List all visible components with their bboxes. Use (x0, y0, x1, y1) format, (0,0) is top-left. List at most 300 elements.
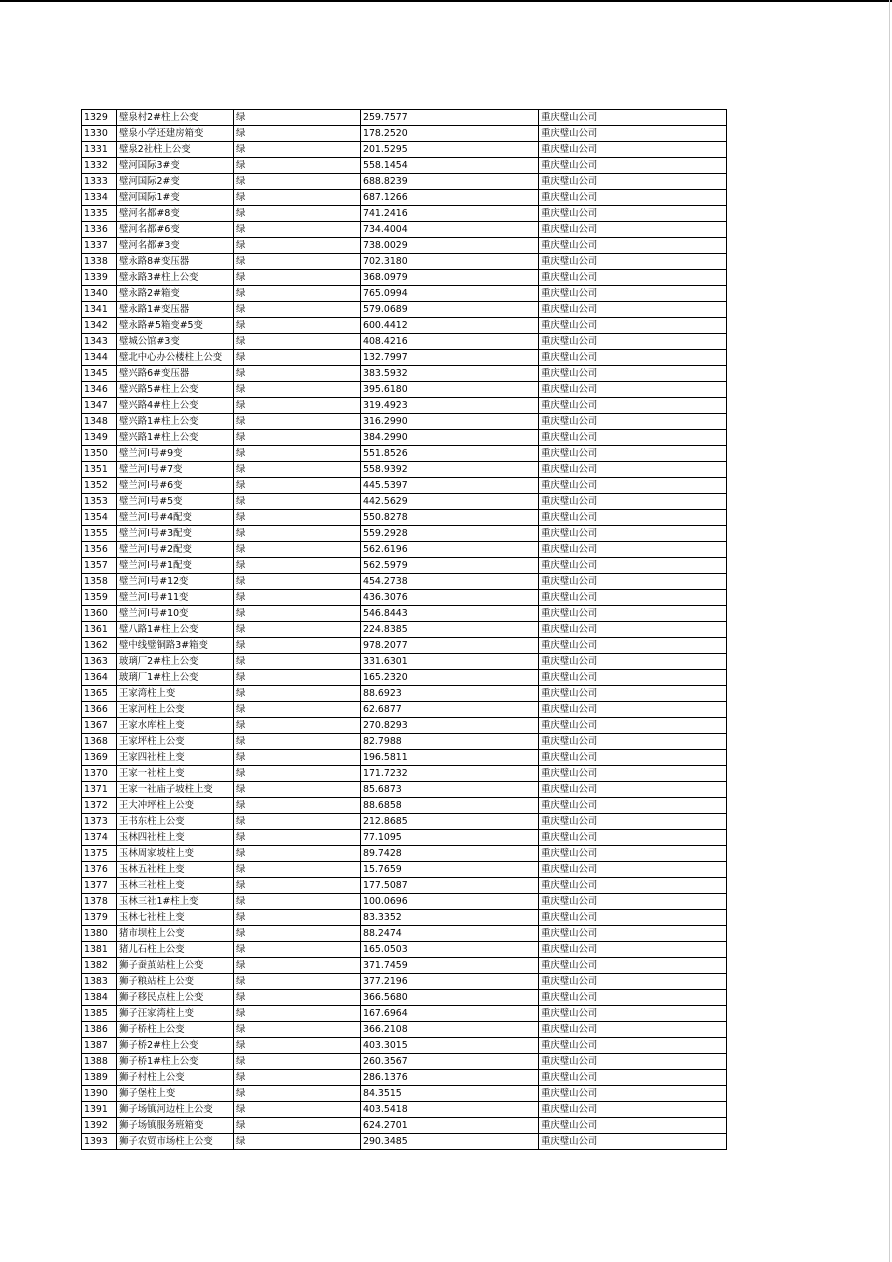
company-cell: 重庆璧山公司 (539, 846, 727, 862)
value-cell: 85.6873 (361, 782, 539, 798)
category-cell: 绿 (234, 1006, 361, 1022)
table-row (82, 334, 727, 350)
table-row (82, 110, 727, 126)
transformer-name-cell: 璧兰河I号#7变 (117, 462, 234, 478)
value-cell: 366.5680 (361, 990, 539, 1006)
transformer-name-cell: 狮子村柱上公变 (117, 1070, 234, 1086)
transformer-name-cell: 璧兴路4#柱上公变 (117, 398, 234, 414)
category-cell: 绿 (234, 862, 361, 878)
company-cell: 重庆璧山公司 (539, 718, 727, 734)
company-cell: 重庆璧山公司 (539, 878, 727, 894)
company-cell: 重庆璧山公司 (539, 526, 727, 542)
value-cell: 384.2990 (361, 430, 539, 446)
category-cell: 绿 (234, 510, 361, 526)
row-number-cell: 1372 (82, 798, 117, 814)
row-number-cell: 1350 (82, 446, 117, 462)
value-cell: 403.3015 (361, 1038, 539, 1054)
category-cell: 绿 (234, 110, 361, 126)
row-number-cell: 1375 (82, 846, 117, 862)
table-row (82, 798, 727, 814)
value-cell: 558.1454 (361, 158, 539, 174)
value-cell: 395.6180 (361, 382, 539, 398)
value-cell: 454.2738 (361, 574, 539, 590)
company-cell: 重庆璧山公司 (539, 638, 727, 654)
row-number-cell: 1347 (82, 398, 117, 414)
company-cell: 重庆璧山公司 (539, 942, 727, 958)
table-row (82, 814, 727, 830)
category-cell: 绿 (234, 222, 361, 238)
row-number-cell: 1344 (82, 350, 117, 366)
transformer-name-cell: 璧兰河I号#5变 (117, 494, 234, 510)
table-row (82, 526, 727, 542)
table-row (82, 414, 727, 430)
row-number-cell: 1380 (82, 926, 117, 942)
row-number-cell: 1341 (82, 302, 117, 318)
category-cell: 绿 (234, 590, 361, 606)
company-cell: 重庆璧山公司 (539, 702, 727, 718)
value-cell: 741.2416 (361, 206, 539, 222)
category-cell: 绿 (234, 1134, 361, 1150)
category-cell: 绿 (234, 462, 361, 478)
value-cell: 212.8685 (361, 814, 539, 830)
company-cell: 重庆璧山公司 (539, 990, 727, 1006)
value-cell: 331.6301 (361, 654, 539, 670)
company-cell: 重庆璧山公司 (539, 1086, 727, 1102)
table-row (82, 366, 727, 382)
transformer-name-cell: 璧兰河I号#6变 (117, 478, 234, 494)
row-number-cell: 1363 (82, 654, 117, 670)
category-cell: 绿 (234, 638, 361, 654)
transformer-name-cell: 猪儿石柱上公变 (117, 942, 234, 958)
table-row (82, 1006, 727, 1022)
transformer-name-cell: 狮子场镇服务班箱变 (117, 1118, 234, 1134)
value-cell: 558.9392 (361, 462, 539, 478)
row-number-cell: 1329 (82, 110, 117, 126)
transformer-name-cell: 玉林四社柱上变 (117, 830, 234, 846)
value-cell: 84.3515 (361, 1086, 539, 1102)
transformer-name-cell: 狮子场镇河边柱上公变 (117, 1102, 234, 1118)
table-row (82, 190, 727, 206)
transformer-name-cell: 狮子桥2#柱上公变 (117, 1038, 234, 1054)
transformer-name-cell: 璧永路3#柱上公变 (117, 270, 234, 286)
value-cell: 408.4216 (361, 334, 539, 350)
company-cell: 重庆璧山公司 (539, 1022, 727, 1038)
transformer-name-cell: 狮子移民点柱上公变 (117, 990, 234, 1006)
company-cell: 重庆璧山公司 (539, 318, 727, 334)
category-cell: 绿 (234, 366, 361, 382)
row-number-cell: 1390 (82, 1086, 117, 1102)
row-number-cell: 1370 (82, 766, 117, 782)
value-cell: 377.2196 (361, 974, 539, 990)
transformer-name-cell: 狮子粮站柱上公变 (117, 974, 234, 990)
transformer-name-cell: 璧兰河I号#11变 (117, 590, 234, 606)
row-number-cell: 1369 (82, 750, 117, 766)
category-cell: 绿 (234, 542, 361, 558)
transformer-name-cell: 璧兰河I号#1配变 (117, 558, 234, 574)
transformer-name-cell: 王家水库柱上变 (117, 718, 234, 734)
company-cell: 重庆璧山公司 (539, 1102, 727, 1118)
table-row (82, 318, 727, 334)
category-cell: 绿 (234, 942, 361, 958)
transformer-name-cell: 玻璃厂2#柱上公变 (117, 654, 234, 670)
row-number-cell: 1358 (82, 574, 117, 590)
value-cell: 196.5811 (361, 750, 539, 766)
category-cell: 绿 (234, 414, 361, 430)
value-cell: 316.2990 (361, 414, 539, 430)
transformer-name-cell: 璧兴路5#柱上公变 (117, 382, 234, 398)
row-number-cell: 1349 (82, 430, 117, 446)
row-number-cell: 1334 (82, 190, 117, 206)
category-cell: 绿 (234, 878, 361, 894)
table-row (82, 222, 727, 238)
transformer-name-cell: 狮子桥1#柱上公变 (117, 1054, 234, 1070)
value-cell: 371.7459 (361, 958, 539, 974)
table-row (82, 1022, 727, 1038)
category-cell: 绿 (234, 910, 361, 926)
row-number-cell: 1343 (82, 334, 117, 350)
category-cell: 绿 (234, 494, 361, 510)
row-number-cell: 1357 (82, 558, 117, 574)
value-cell: 77.1095 (361, 830, 539, 846)
company-cell: 重庆璧山公司 (539, 254, 727, 270)
category-cell: 绿 (234, 382, 361, 398)
value-cell: 383.5932 (361, 366, 539, 382)
row-number-cell: 1360 (82, 606, 117, 622)
transformer-name-cell: 狮子堡柱上变 (117, 1086, 234, 1102)
category-cell: 绿 (234, 574, 361, 590)
transformer-name-cell: 璧河名都#3变 (117, 238, 234, 254)
value-cell: 366.2108 (361, 1022, 539, 1038)
transformer-name-cell: 王书东柱上公变 (117, 814, 234, 830)
table-row (82, 510, 727, 526)
transformer-name-cell: 玻璃厂1#柱上公变 (117, 670, 234, 686)
value-cell: 702.3180 (361, 254, 539, 270)
company-cell: 重庆璧山公司 (539, 430, 727, 446)
table-row (82, 622, 727, 638)
value-cell: 89.7428 (361, 846, 539, 862)
table-row (82, 574, 727, 590)
row-number-cell: 1342 (82, 318, 117, 334)
company-cell: 重庆璧山公司 (539, 558, 727, 574)
transformer-name-cell: 玉林周家坡柱上变 (117, 846, 234, 862)
table-row (82, 494, 727, 510)
company-cell: 重庆璧山公司 (539, 238, 727, 254)
table-row (82, 670, 727, 686)
table-row (82, 446, 727, 462)
table-row (82, 782, 727, 798)
table-row (82, 270, 727, 286)
company-cell: 重庆璧山公司 (539, 1006, 727, 1022)
row-number-cell: 1336 (82, 222, 117, 238)
company-cell: 重庆璧山公司 (539, 222, 727, 238)
table-row (82, 974, 727, 990)
category-cell: 绿 (234, 1086, 361, 1102)
table-row (82, 942, 727, 958)
value-cell: 579.0689 (361, 302, 539, 318)
value-cell: 88.6923 (361, 686, 539, 702)
category-cell: 绿 (234, 734, 361, 750)
company-cell: 重庆璧山公司 (539, 110, 727, 126)
category-cell: 绿 (234, 1102, 361, 1118)
table-row (82, 1102, 727, 1118)
category-cell: 绿 (234, 990, 361, 1006)
transformer-name-cell: 璧兰河I号#9变 (117, 446, 234, 462)
table-row (82, 1086, 727, 1102)
company-cell: 重庆璧山公司 (539, 734, 727, 750)
value-cell: 259.7577 (361, 110, 539, 126)
company-cell: 重庆璧山公司 (539, 766, 727, 782)
transformer-name-cell: 王家四社柱上变 (117, 750, 234, 766)
transformer-name-cell: 王家河柱上公变 (117, 702, 234, 718)
company-cell: 重庆璧山公司 (539, 606, 727, 622)
category-cell: 绿 (234, 766, 361, 782)
table-row (82, 174, 727, 190)
category-cell: 绿 (234, 686, 361, 702)
company-cell: 重庆璧山公司 (539, 814, 727, 830)
row-number-cell: 1382 (82, 958, 117, 974)
category-cell: 绿 (234, 782, 361, 798)
row-number-cell: 1373 (82, 814, 117, 830)
transformer-name-cell: 狮子蚕茧站柱上公变 (117, 958, 234, 974)
category-cell: 绿 (234, 654, 361, 670)
value-cell: 286.1376 (361, 1070, 539, 1086)
category-cell: 绿 (234, 238, 361, 254)
category-cell: 绿 (234, 334, 361, 350)
category-cell: 绿 (234, 1038, 361, 1054)
company-cell: 重庆璧山公司 (539, 462, 727, 478)
company-cell: 重庆璧山公司 (539, 414, 727, 430)
row-number-cell: 1346 (82, 382, 117, 398)
company-cell: 重庆璧山公司 (539, 446, 727, 462)
company-cell: 重庆璧山公司 (539, 798, 727, 814)
table-row (82, 878, 727, 894)
row-number-cell: 1335 (82, 206, 117, 222)
company-cell: 重庆璧山公司 (539, 670, 727, 686)
company-cell: 重庆璧山公司 (539, 382, 727, 398)
category-cell: 绿 (234, 1022, 361, 1038)
value-cell: 738.0029 (361, 238, 539, 254)
transformer-name-cell: 璧八路1#柱上公变 (117, 622, 234, 638)
company-cell: 重庆璧山公司 (539, 1070, 727, 1086)
transformer-name-cell: 璧兰河I号#3配变 (117, 526, 234, 542)
category-cell: 绿 (234, 206, 361, 222)
value-cell: 177.5087 (361, 878, 539, 894)
category-cell: 绿 (234, 126, 361, 142)
category-cell: 绿 (234, 1118, 361, 1134)
table-row (82, 638, 727, 654)
table-row (82, 654, 727, 670)
row-number-cell: 1364 (82, 670, 117, 686)
company-cell: 重庆璧山公司 (539, 142, 727, 158)
transformer-name-cell: 璧河国际1#变 (117, 190, 234, 206)
company-cell: 重庆璧山公司 (539, 862, 727, 878)
row-number-cell: 1386 (82, 1022, 117, 1038)
company-cell: 重庆璧山公司 (539, 510, 727, 526)
row-number-cell: 1337 (82, 238, 117, 254)
table-row (82, 158, 727, 174)
row-number-cell: 1376 (82, 862, 117, 878)
company-cell: 重庆璧山公司 (539, 894, 727, 910)
transformer-name-cell: 璧永路#5箱变#5变 (117, 318, 234, 334)
transformer-name-cell: 玉林三社柱上变 (117, 878, 234, 894)
row-number-cell: 1355 (82, 526, 117, 542)
category-cell: 绿 (234, 302, 361, 318)
row-number-cell: 1378 (82, 894, 117, 910)
transformer-name-cell: 王家一社庙子坡柱上变 (117, 782, 234, 798)
category-cell: 绿 (234, 830, 361, 846)
row-number-cell: 1362 (82, 638, 117, 654)
category-cell: 绿 (234, 814, 361, 830)
company-cell: 重庆璧山公司 (539, 190, 727, 206)
transformer-name-cell: 璧兰河I号#4配变 (117, 510, 234, 526)
company-cell: 重庆璧山公司 (539, 1038, 727, 1054)
table-row (82, 990, 727, 1006)
company-cell: 重庆璧山公司 (539, 830, 727, 846)
category-cell: 绿 (234, 398, 361, 414)
category-cell: 绿 (234, 318, 361, 334)
row-number-cell: 1383 (82, 974, 117, 990)
value-cell: 687.1266 (361, 190, 539, 206)
category-cell: 绿 (234, 430, 361, 446)
transformer-name-cell: 玉林七社柱上变 (117, 910, 234, 926)
table-row (82, 910, 727, 926)
table-row (82, 302, 727, 318)
value-cell: 546.8443 (361, 606, 539, 622)
table-row (82, 846, 727, 862)
transformer-name-cell: 王大冲坪柱上公变 (117, 798, 234, 814)
company-cell: 重庆璧山公司 (539, 654, 727, 670)
transformer-name-cell: 狮子桥柱上公变 (117, 1022, 234, 1038)
transformer-name-cell: 璧中线璧铜路3#箱变 (117, 638, 234, 654)
row-number-cell: 1371 (82, 782, 117, 798)
transformer-name-cell: 狮子农贸市场柱上公变 (117, 1134, 234, 1150)
category-cell: 绿 (234, 174, 361, 190)
company-cell: 重庆璧山公司 (539, 910, 727, 926)
category-cell: 绿 (234, 190, 361, 206)
category-cell: 绿 (234, 894, 361, 910)
row-number-cell: 1359 (82, 590, 117, 606)
transformer-name-cell: 璧泉2社柱上公变 (117, 142, 234, 158)
category-cell: 绿 (234, 270, 361, 286)
company-cell: 重庆璧山公司 (539, 686, 727, 702)
row-number-cell: 1374 (82, 830, 117, 846)
value-cell: 403.5418 (361, 1102, 539, 1118)
table-row (82, 734, 727, 750)
company-cell: 重庆璧山公司 (539, 958, 727, 974)
table-row (82, 702, 727, 718)
row-number-cell: 1384 (82, 990, 117, 1006)
row-number-cell: 1340 (82, 286, 117, 302)
transformer-name-cell: 璧河国际2#变 (117, 174, 234, 190)
company-cell: 重庆璧山公司 (539, 1054, 727, 1070)
category-cell: 绿 (234, 846, 361, 862)
row-number-cell: 1353 (82, 494, 117, 510)
row-number-cell: 1332 (82, 158, 117, 174)
company-cell: 重庆璧山公司 (539, 334, 727, 350)
category-cell: 绿 (234, 446, 361, 462)
table-row (82, 398, 727, 414)
company-cell: 重庆璧山公司 (539, 1118, 727, 1134)
table-row (82, 686, 727, 702)
category-cell: 绿 (234, 158, 361, 174)
table-row (82, 862, 727, 878)
transformer-name-cell: 王家湾柱上变 (117, 686, 234, 702)
table-row (82, 750, 727, 766)
table-row (82, 894, 727, 910)
transformer-name-cell: 璧永路8#变压器 (117, 254, 234, 270)
category-cell: 绿 (234, 974, 361, 990)
table-row (82, 958, 727, 974)
row-number-cell: 1368 (82, 734, 117, 750)
transformer-name-cell: 王家一社柱上变 (117, 766, 234, 782)
transformer-table (81, 109, 727, 1150)
transformer-name-cell: 璧河名都#8变 (117, 206, 234, 222)
table-row (82, 1118, 727, 1134)
value-cell: 442.5629 (361, 494, 539, 510)
row-number-cell: 1389 (82, 1070, 117, 1086)
transformer-name-cell: 璧永路2#箱变 (117, 286, 234, 302)
row-number-cell: 1366 (82, 702, 117, 718)
row-number-cell: 1392 (82, 1118, 117, 1134)
transformer-name-cell: 玉林五社柱上变 (117, 862, 234, 878)
table-row (82, 142, 727, 158)
table-row (82, 462, 727, 478)
table-body (82, 110, 727, 1150)
value-cell: 734.4004 (361, 222, 539, 238)
category-cell: 绿 (234, 718, 361, 734)
table-row (82, 382, 727, 398)
company-cell: 重庆璧山公司 (539, 398, 727, 414)
table-row (82, 1038, 727, 1054)
company-cell: 重庆璧山公司 (539, 174, 727, 190)
row-number-cell: 1351 (82, 462, 117, 478)
category-cell: 绿 (234, 558, 361, 574)
transformer-name-cell: 璧兰河I号#2配变 (117, 542, 234, 558)
transformer-name-cell: 璧永路1#变压器 (117, 302, 234, 318)
category-cell: 绿 (234, 1054, 361, 1070)
transformer-name-cell: 璧河名都#6变 (117, 222, 234, 238)
transformer-name-cell: 璧泉村2#柱上公变 (117, 110, 234, 126)
company-cell: 重庆璧山公司 (539, 926, 727, 942)
transformer-name-cell: 王家坪柱上公变 (117, 734, 234, 750)
category-cell: 绿 (234, 1070, 361, 1086)
value-cell: 15.7659 (361, 862, 539, 878)
category-cell: 绿 (234, 526, 361, 542)
value-cell: 688.8239 (361, 174, 539, 190)
value-cell: 167.6964 (361, 1006, 539, 1022)
value-cell: 550.8278 (361, 510, 539, 526)
row-number-cell: 1348 (82, 414, 117, 430)
category-cell: 绿 (234, 286, 361, 302)
category-cell: 绿 (234, 622, 361, 638)
value-cell: 171.7232 (361, 766, 539, 782)
row-number-cell: 1352 (82, 478, 117, 494)
value-cell: 600.4412 (361, 318, 539, 334)
company-cell: 重庆璧山公司 (539, 206, 727, 222)
category-cell: 绿 (234, 702, 361, 718)
table-row (82, 254, 727, 270)
category-cell: 绿 (234, 606, 361, 622)
value-cell: 551.8526 (361, 446, 539, 462)
value-cell: 88.2474 (361, 926, 539, 942)
transformer-name-cell: 璧北中心办公楼柱上公变 (117, 350, 234, 366)
company-cell: 重庆璧山公司 (539, 590, 727, 606)
table-row (82, 718, 727, 734)
value-cell: 178.2520 (361, 126, 539, 142)
value-cell: 562.5979 (361, 558, 539, 574)
row-number-cell: 1345 (82, 366, 117, 382)
company-cell: 重庆璧山公司 (539, 302, 727, 318)
